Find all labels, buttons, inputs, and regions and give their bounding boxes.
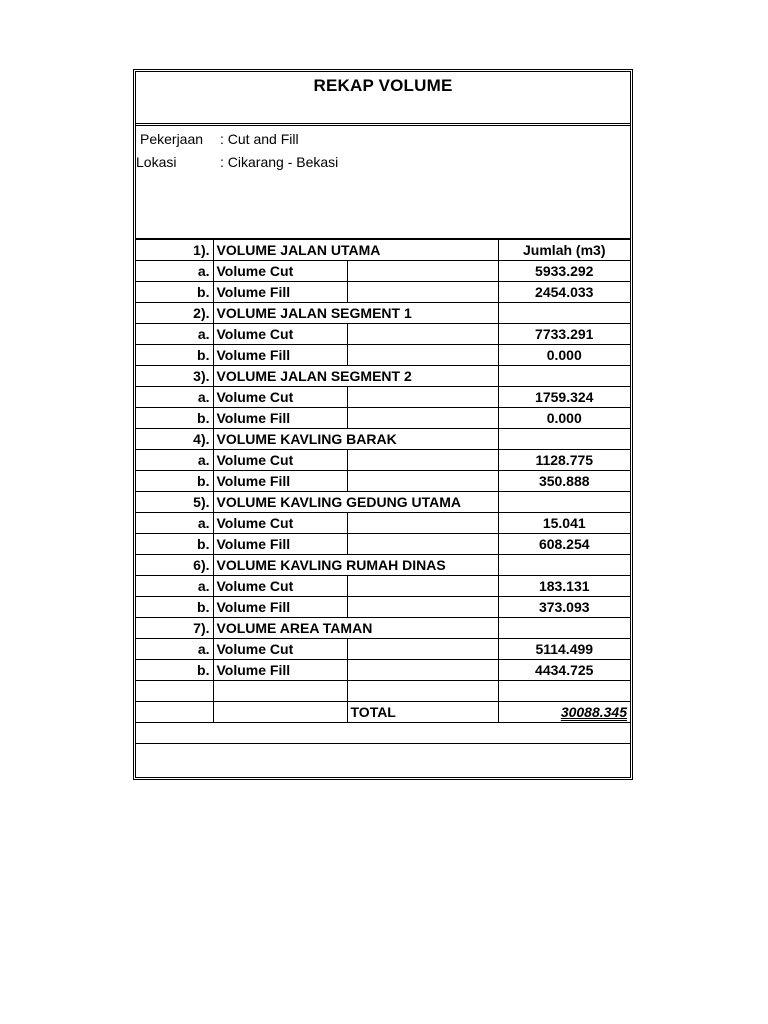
item-empty — [347, 387, 498, 408]
table-row — [136, 681, 630, 702]
item-empty — [347, 261, 498, 282]
item-letter: a. — [136, 450, 213, 471]
recap-table-body — [136, 239, 630, 744]
table-row — [136, 261, 630, 282]
table-row — [136, 576, 630, 597]
item-name: Volume Fill — [213, 471, 347, 492]
item-letter: b. — [136, 282, 213, 303]
section-amount — [498, 366, 630, 387]
empty-cell — [213, 702, 347, 723]
volume-fill-value: 373.093 — [498, 597, 630, 618]
item-empty — [347, 450, 498, 471]
section-number: 2). — [136, 303, 213, 324]
empty-cell — [136, 723, 630, 744]
empty-cell — [136, 681, 213, 702]
item-empty — [347, 576, 498, 597]
table-row — [136, 303, 630, 324]
item-letter: b. — [136, 471, 213, 492]
section-amount — [498, 492, 630, 513]
item-letter: a. — [136, 324, 213, 345]
table-row — [136, 597, 630, 618]
item-empty — [347, 408, 498, 429]
table-row — [136, 534, 630, 555]
item-empty — [347, 324, 498, 345]
section-name: VOLUME KAVLING BARAK — [213, 429, 498, 450]
section-name: VOLUME AREA TAMAN — [213, 618, 498, 639]
item-letter: b. — [136, 534, 213, 555]
lokasi-label: Lokasi — [136, 154, 177, 170]
item-name: Volume Cut — [213, 387, 347, 408]
item-name: Volume Fill — [213, 534, 347, 555]
item-letter: b. — [136, 345, 213, 366]
item-letter: b. — [136, 408, 213, 429]
item-empty — [347, 282, 498, 303]
volume-fill-value: 0.000 — [498, 345, 630, 366]
item-empty — [347, 513, 498, 534]
item-letter: a. — [136, 639, 213, 660]
section-amount — [498, 429, 630, 450]
item-name: Volume Fill — [213, 282, 347, 303]
total-label: TOTAL — [347, 702, 498, 723]
volume-fill-value: 350.888 — [498, 471, 630, 492]
item-name: Volume Fill — [213, 345, 347, 366]
table-row — [136, 282, 630, 303]
item-name: Volume Fill — [213, 408, 347, 429]
volume-fill-value: 608.254 — [498, 534, 630, 555]
total-row — [136, 702, 630, 723]
empty-cell — [213, 681, 347, 702]
item-empty — [347, 534, 498, 555]
recap-table — [136, 238, 630, 744]
table-row — [136, 723, 630, 744]
volume-cut-value: 15.041 — [498, 513, 630, 534]
section-number: 4). — [136, 429, 213, 450]
section-number: 5). — [136, 492, 213, 513]
table-row — [136, 450, 630, 471]
item-letter: a. — [136, 387, 213, 408]
empty-cell — [136, 702, 213, 723]
section-name: VOLUME KAVLING RUMAH DINAS — [213, 555, 498, 576]
volume-cut-value: 5933.292 — [498, 261, 630, 282]
item-name: Volume Cut — [213, 513, 347, 534]
section-amount — [498, 618, 630, 639]
table-row — [136, 324, 630, 345]
item-empty — [347, 660, 498, 681]
empty-cell — [347, 681, 498, 702]
volume-cut-value: 1128.775 — [498, 450, 630, 471]
section-number: 7). — [136, 618, 213, 639]
section-amount — [498, 303, 630, 324]
item-name: Volume Cut — [213, 324, 347, 345]
lokasi-value: : Cikarang - Bekasi — [220, 154, 339, 170]
table-row — [136, 492, 630, 513]
item-name: Volume Cut — [213, 576, 347, 597]
table-row — [136, 555, 630, 576]
item-empty — [347, 597, 498, 618]
section-name: VOLUME JALAN SEGMENT 1 — [213, 303, 498, 324]
table-row — [136, 660, 630, 681]
total-value: 30088.345 — [498, 702, 630, 723]
volume-fill-value: 0.000 — [498, 408, 630, 429]
table-row — [136, 471, 630, 492]
pekerjaan-label: Pekerjaan — [140, 131, 204, 147]
item-letter: b. — [136, 660, 213, 681]
empty-cell — [498, 681, 630, 702]
table-row — [136, 639, 630, 660]
section-name: VOLUME JALAN UTAMA — [213, 239, 498, 261]
section-number: 6). — [136, 555, 213, 576]
item-name: Volume Cut — [213, 261, 347, 282]
item-empty — [347, 345, 498, 366]
item-letter: a. — [136, 576, 213, 597]
amount-header: Jumlah (m3) — [498, 239, 630, 261]
item-letter: a. — [136, 261, 213, 282]
page-title: REKAP VOLUME — [313, 76, 453, 95]
volume-cut-value: 1759.324 — [498, 387, 630, 408]
item-empty — [347, 639, 498, 660]
item-letter: b. — [136, 597, 213, 618]
section-number: 3). — [136, 366, 213, 387]
section-name: VOLUME KAVLING GEDUNG UTAMA — [213, 492, 498, 513]
table-row — [136, 429, 630, 450]
volume-cut-value: 183.131 — [498, 576, 630, 597]
table-row — [136, 618, 630, 639]
volume-fill-value: 4434.725 — [498, 660, 630, 681]
volume-fill-value: 2454.033 — [498, 282, 630, 303]
section-number: 1). — [136, 239, 213, 261]
table-row — [136, 513, 630, 534]
section-amount — [498, 555, 630, 576]
item-name: Volume Cut — [213, 639, 347, 660]
table-row — [136, 408, 630, 429]
recap-sheet — [133, 69, 633, 780]
item-name: Volume Fill — [213, 597, 347, 618]
title-box — [136, 72, 630, 126]
pekerjaan-value: : Cut and Fill — [220, 131, 299, 147]
section-name: VOLUME JALAN SEGMENT 2 — [213, 366, 498, 387]
table-row — [136, 239, 630, 261]
table-row — [136, 345, 630, 366]
table-row — [136, 387, 630, 408]
project-info — [136, 128, 630, 238]
item-name: Volume Cut — [213, 450, 347, 471]
volume-cut-value: 5114.499 — [498, 639, 630, 660]
item-name: Volume Fill — [213, 660, 347, 681]
item-empty — [347, 471, 498, 492]
volume-cut-value: 7733.291 — [498, 324, 630, 345]
item-letter: a. — [136, 513, 213, 534]
table-row — [136, 366, 630, 387]
